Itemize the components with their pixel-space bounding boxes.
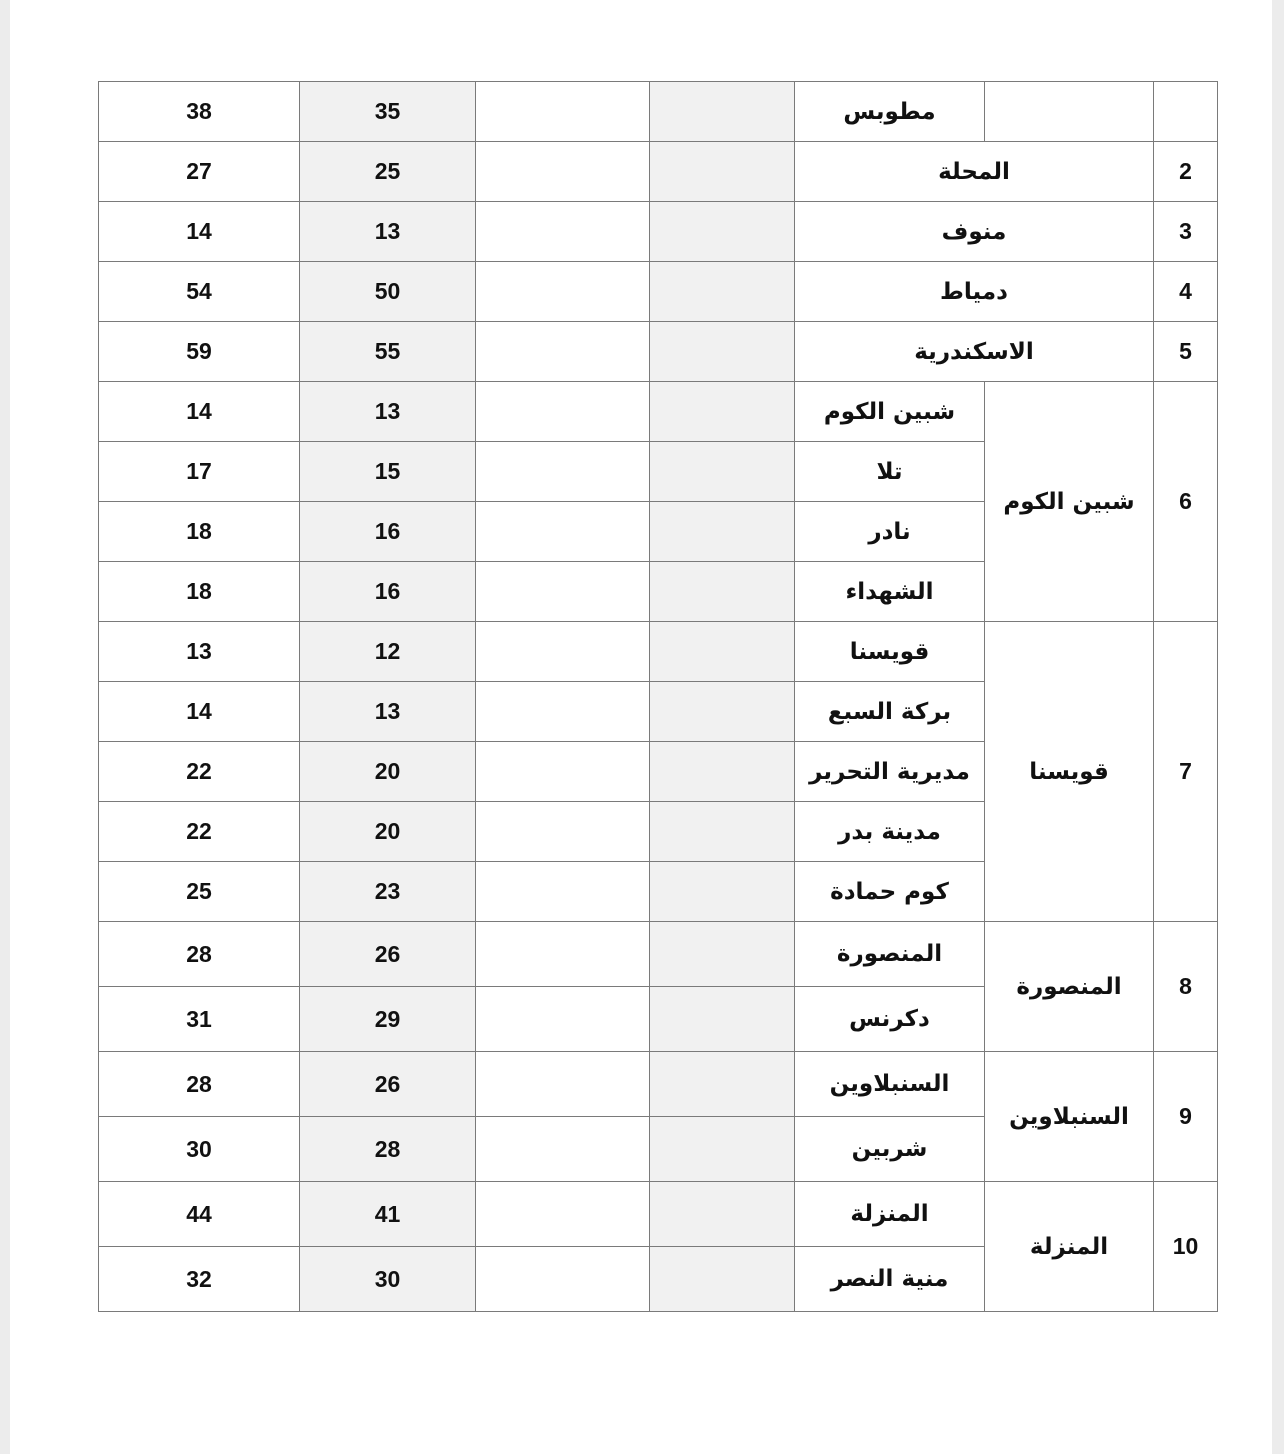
value-cell: 13 [99,622,300,682]
value-cell: 29 [300,987,476,1052]
table-row [99,382,1218,442]
station-cell: مدينة بدر [795,802,985,862]
value-cell: 41 [300,1182,476,1247]
value-cell: 13 [300,682,476,742]
value-cell: 15 [300,442,476,502]
index-cell: 6 [1154,382,1218,622]
group-name-cell: المنصورة [985,922,1154,1052]
value-cell: 30 [99,1117,300,1182]
value-cell: 23 [300,862,476,922]
station-cell: تلا [795,442,985,502]
value-cell: 35 [300,82,476,142]
value-cell: 27 [99,142,300,202]
station-cell: قويسنا [795,622,985,682]
index-cell: 7 [1154,622,1218,922]
empty-cell [650,987,795,1052]
empty-cell [650,502,795,562]
index-cell [1154,82,1218,142]
index-cell: 4 [1154,262,1218,322]
value-cell: 20 [300,742,476,802]
table-row [99,142,1218,202]
empty-cell [476,922,650,987]
value-cell: 28 [300,1117,476,1182]
value-cell: 31 [99,987,300,1052]
station-cell: المنزلة [795,1182,985,1247]
empty-cell [650,742,795,802]
value-cell: 22 [99,742,300,802]
value-cell: 54 [99,262,300,322]
empty-cell [476,262,650,322]
empty-cell [476,1247,650,1312]
value-cell: 18 [99,502,300,562]
empty-cell [650,682,795,742]
table-row [99,1052,1218,1117]
group-name-cell: شبين الكوم [985,382,1154,622]
value-cell: 20 [300,802,476,862]
empty-cell [650,1182,795,1247]
fare-table [98,81,1218,1312]
station-cell: مديرية التحرير [795,742,985,802]
empty-cell [476,862,650,922]
station-cell: شبين الكوم [795,382,985,442]
document-page [10,0,1272,1454]
value-cell: 13 [300,202,476,262]
index-cell: 3 [1154,202,1218,262]
empty-cell [476,502,650,562]
empty-cell [650,442,795,502]
empty-cell [476,1117,650,1182]
table-row [99,202,1218,262]
empty-cell [476,442,650,502]
empty-cell [476,202,650,262]
value-cell: 30 [300,1247,476,1312]
station-cell: دكرنس [795,987,985,1052]
station-cell: مطوبس [795,82,985,142]
station-cell: بركة السبع [795,682,985,742]
station-cell: المحلة [795,142,1154,202]
value-cell: 16 [300,562,476,622]
empty-cell [476,82,650,142]
table-row [99,322,1218,382]
station-cell: السنبلاوين [795,1052,985,1117]
value-cell: 12 [300,622,476,682]
empty-cell [650,622,795,682]
empty-cell [650,1247,795,1312]
empty-cell [650,922,795,987]
group-name-cell: قويسنا [985,622,1154,922]
empty-cell [650,562,795,622]
table-row [99,922,1218,987]
empty-cell [476,682,650,742]
empty-cell [650,262,795,322]
empty-cell [650,382,795,442]
value-cell: 28 [99,1052,300,1117]
value-cell: 25 [99,862,300,922]
empty-cell [650,1052,795,1117]
value-cell: 14 [99,682,300,742]
index-cell: 9 [1154,1052,1218,1182]
table-row [99,622,1218,682]
empty-cell [650,862,795,922]
value-cell: 38 [99,82,300,142]
station-cell: شربين [795,1117,985,1182]
value-cell: 14 [99,202,300,262]
empty-cell [985,82,1154,142]
value-cell: 28 [99,922,300,987]
empty-cell [476,802,650,862]
group-name-cell: السنبلاوين [985,1052,1154,1182]
value-cell: 17 [99,442,300,502]
station-cell: المنصورة [795,922,985,987]
index-cell: 2 [1154,142,1218,202]
empty-cell [650,1117,795,1182]
value-cell: 26 [300,922,476,987]
empty-cell [476,742,650,802]
table-row [99,82,1218,142]
station-cell: منية النصر [795,1247,985,1312]
empty-cell [650,82,795,142]
empty-cell [476,987,650,1052]
index-cell: 10 [1154,1182,1218,1312]
value-cell: 25 [300,142,476,202]
index-cell: 5 [1154,322,1218,382]
empty-cell [476,1182,650,1247]
value-cell: 32 [99,1247,300,1312]
value-cell: 59 [99,322,300,382]
empty-cell [650,142,795,202]
station-cell: دمياط [795,262,1154,322]
index-cell: 8 [1154,922,1218,1052]
value-cell: 26 [300,1052,476,1117]
table-row [99,262,1218,322]
station-cell: منوف [795,202,1154,262]
table-row [99,1182,1218,1247]
value-cell: 13 [300,382,476,442]
value-cell: 22 [99,802,300,862]
empty-cell [476,1052,650,1117]
station-cell: نادر [795,502,985,562]
group-name-cell: المنزلة [985,1182,1154,1312]
value-cell: 55 [300,322,476,382]
empty-cell [476,622,650,682]
value-cell: 16 [300,502,476,562]
empty-cell [476,562,650,622]
station-cell: الاسكندرية [795,322,1154,382]
station-cell: كوم حمادة [795,862,985,922]
empty-cell [476,322,650,382]
station-cell: الشهداء [795,562,985,622]
empty-cell [650,322,795,382]
empty-cell [650,202,795,262]
value-cell: 50 [300,262,476,322]
empty-cell [476,382,650,442]
value-cell: 14 [99,382,300,442]
value-cell: 44 [99,1182,300,1247]
value-cell: 18 [99,562,300,622]
empty-cell [476,142,650,202]
empty-cell [650,802,795,862]
